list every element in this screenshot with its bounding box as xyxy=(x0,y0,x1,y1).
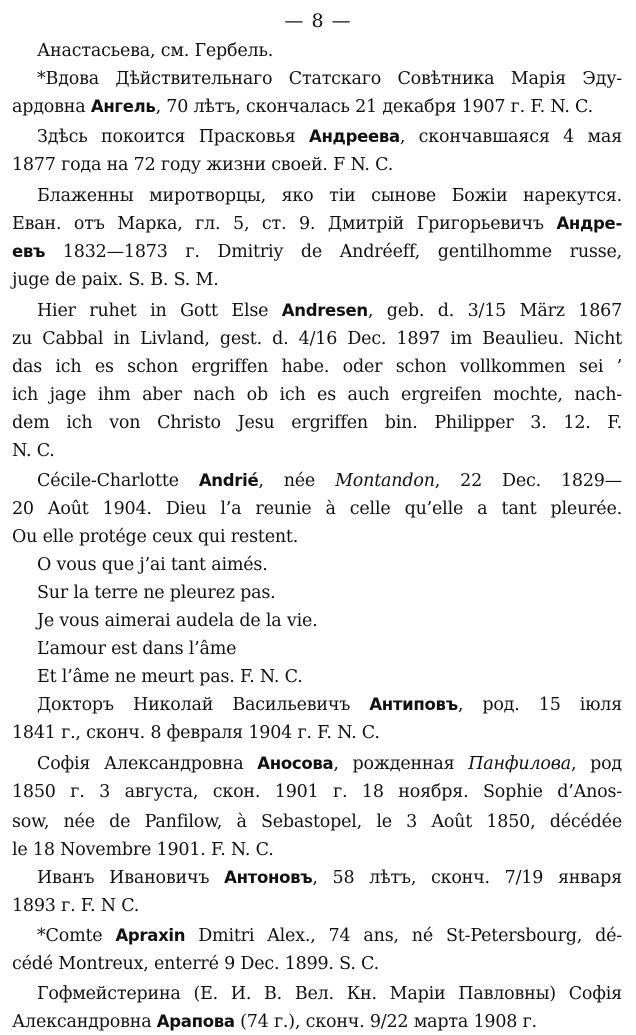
text-run: zu Cabbal in Livland, gest. d. 4/16 Dec. 1897 im Beaulieu. Nicht xyxy=(12,329,622,349)
text-run: Здѣсь покоится Прасковья xyxy=(37,127,309,147)
text-line xyxy=(37,298,622,324)
surname: Андре- xyxy=(556,214,622,233)
surname: Andresen xyxy=(281,301,368,320)
text-line xyxy=(37,751,622,777)
page-number: — 8 — xyxy=(284,10,352,32)
text-run: Еван. отъ Марка, гл. 5, ст. 9. Дмитрій Григорьевичъ xyxy=(12,214,557,234)
text-line xyxy=(12,410,622,436)
text-line xyxy=(12,267,622,293)
text-line xyxy=(12,382,622,408)
text-run: 20 Août 1904. Dieu l’a reunie à celle qu’elle a tant pleurée. xyxy=(12,499,622,519)
text-line xyxy=(12,94,622,120)
text-run: ардовна xyxy=(12,97,91,117)
text-line xyxy=(12,438,622,464)
text-run: Гофмейстерина (Е. И. В. Вел. Кн. Маріи Павловны) Софія xyxy=(37,984,622,1004)
text-line xyxy=(37,636,622,662)
text-run: 1832—1873 г. Dmitriy de Andréeff, gentilhomme russe, xyxy=(45,242,622,262)
text-run: Hier ruhet in Gott Else xyxy=(37,301,282,321)
text-line xyxy=(12,496,622,522)
surname: евъ xyxy=(12,242,46,261)
text-line xyxy=(37,468,622,494)
text-line xyxy=(12,239,622,265)
text-run: , скончавшаяся 4 мая xyxy=(399,127,622,147)
text-run: N. C. xyxy=(12,441,55,461)
text-run: *Comte xyxy=(37,926,116,946)
text-run: , geb. d. 3/15 März 1867 xyxy=(367,301,622,321)
text-line xyxy=(37,552,622,578)
text-run: das ich es schon ergriffen habe. oder schon vollkommen sei ’ xyxy=(12,357,622,377)
text-line xyxy=(12,720,622,746)
text-run: sow, née de Panfilow, à Sebastopel, le 3 Août 1850, décédée xyxy=(12,812,622,832)
text-run: Sur la terre ne pleurez pas. xyxy=(37,583,276,603)
text-run: Софія Александровна xyxy=(37,754,258,774)
text-line xyxy=(37,608,622,634)
text-run: juge de paix. S. B. S. M. xyxy=(12,270,219,290)
text-run: 1841 г., сконч. 8 февраля 1904 г. F. N. C. xyxy=(12,723,380,743)
text-run: , род xyxy=(570,754,622,774)
text-run: Et l’âme ne meurt pas. F. N. C. xyxy=(37,667,303,687)
text-run: Блаженны миротворцы, яко тіи сынове Божіи нарекутся. xyxy=(37,186,622,206)
text-run: 1893 г. F. N C. xyxy=(12,896,140,916)
text-run: Александровна xyxy=(12,1012,157,1032)
text-run: Докторъ Николай Васильевичъ xyxy=(37,695,370,715)
text-line xyxy=(12,1009,622,1035)
text-line xyxy=(12,211,622,237)
text-run: Cécile-Charlotte xyxy=(37,471,199,491)
text-line xyxy=(37,923,622,949)
text-line xyxy=(12,951,622,977)
surname: Andrié xyxy=(198,471,259,490)
text-run: *Вдова Дѣйствительнаго Статскаго Совѣтника Марія Эду- xyxy=(37,69,622,89)
text-run: ich jage ihm aber nach ob ich es auch ergreifen mochte, nach- xyxy=(12,385,622,405)
text-run: Иванъ Ивановичъ xyxy=(37,868,225,888)
text-line xyxy=(37,38,622,64)
text-line xyxy=(12,837,622,863)
text-line xyxy=(37,183,622,209)
text-run: dem ich von Christo Jesu ergriffen bin. Philipper 3. 12. F. xyxy=(12,413,622,433)
text-run: , 58 лѣтъ, сконч. 7/19 января xyxy=(312,868,622,888)
text-line xyxy=(12,809,622,835)
surname: Антоновъ xyxy=(224,868,313,887)
text-line xyxy=(12,524,622,550)
text-run: L’amour est dans l’âme xyxy=(37,639,237,659)
text-line xyxy=(12,893,622,919)
surname: Аносова xyxy=(257,754,334,773)
text-line xyxy=(37,981,622,1007)
italic-name: Панфилова xyxy=(468,754,571,774)
text-line xyxy=(12,152,622,178)
text-line xyxy=(37,66,622,92)
text-line xyxy=(12,326,622,352)
text-run: 1877 года на 72 году жизни своей. F N. C. xyxy=(12,155,394,175)
text-line xyxy=(37,124,622,150)
text-line xyxy=(12,354,622,380)
surname: Андреева xyxy=(308,127,400,146)
text-run: Анастасьева, см. Гербель. xyxy=(37,41,274,61)
text-run: O vous que j’ai tant aimés. xyxy=(37,555,268,575)
text-run: cédé Montreux, enterré 9 Dec. 1899. S. C. xyxy=(12,954,379,974)
text-run: le 18 Novembre 1901. F. N. C. xyxy=(12,840,274,860)
text-line xyxy=(37,580,622,606)
surname: Арапова xyxy=(156,1012,235,1031)
surname: Apraxin xyxy=(115,926,186,945)
text-run: Ou elle protége ceux qui restent. xyxy=(12,527,299,547)
text-run: (74 г.), сконч. 9/22 марта 1908 г. xyxy=(234,1012,537,1032)
text-run: , 70 лѣтъ, скончалась 21 декабря 1907 г. F. N. C. xyxy=(155,97,593,117)
text-run: Je vous aimerai audela de la vie. xyxy=(37,611,318,631)
text-run: , рожденная xyxy=(333,754,469,774)
text-line xyxy=(37,664,622,690)
text-run: , 22 Dec. 1829— xyxy=(434,471,622,491)
surname: Антиповъ xyxy=(369,695,458,714)
text-run: , род. 15 іюля xyxy=(457,695,622,715)
text-line xyxy=(37,865,622,891)
text-run: 1850 г. 3 августа, скон. 1901 г. 18 ноября. Sophie d’Anos- xyxy=(12,782,622,802)
text-run: , née xyxy=(258,471,336,491)
surname: Ангель xyxy=(90,97,156,116)
text-run: Dmitri Alex., 74 ans, né St-Petersbourg, dé- xyxy=(185,926,622,946)
italic-name: Montandon xyxy=(335,471,435,491)
text-line xyxy=(37,692,622,718)
text-line xyxy=(12,779,622,805)
